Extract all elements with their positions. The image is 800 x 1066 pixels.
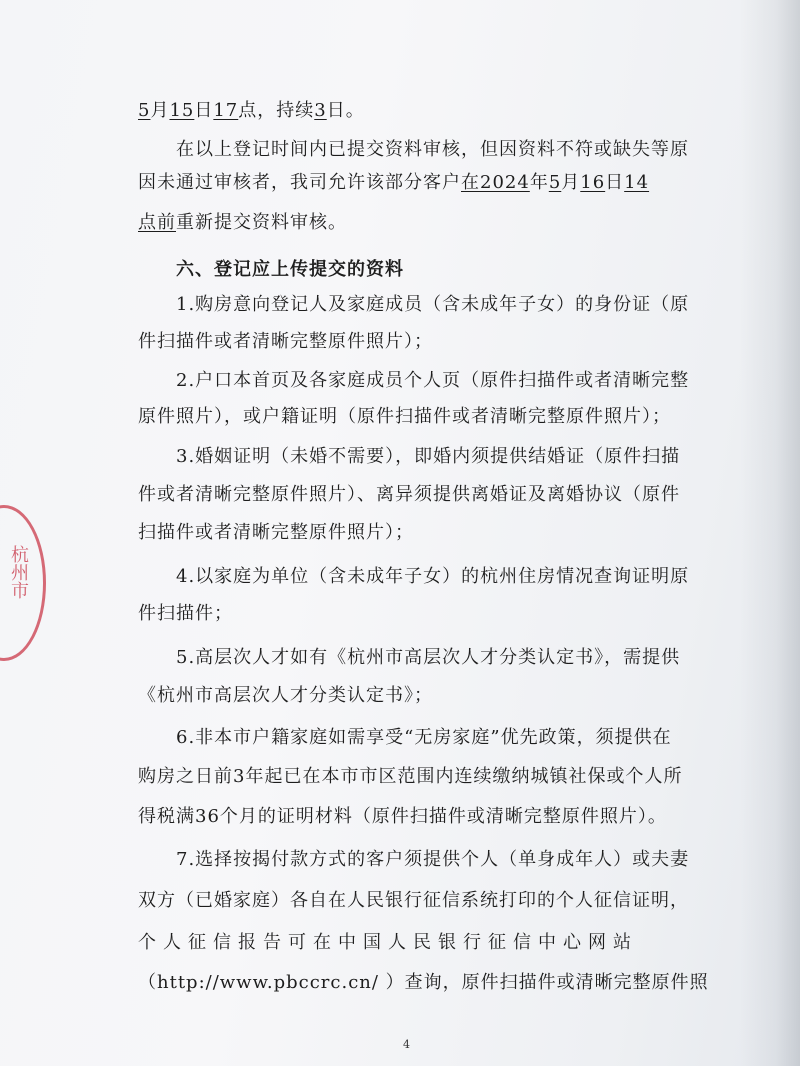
page-number: 4 bbox=[403, 1038, 410, 1051]
item-7-line3: 个人征信报告可在中国人民银行征信中心网站 bbox=[138, 932, 638, 953]
line-date-continuation: 5月15日17点，持续3日。 bbox=[138, 100, 365, 121]
item-3-line1: 3.婚姻证明（未婚不需要），即婚内须提供结婚证（原件扫描 bbox=[176, 446, 681, 467]
paragraph-resubmit-line1: 在以上登记时间内已提交资料审核，但因资料不符或缺失等原 bbox=[176, 139, 689, 160]
item-2-line2: 原件照片），或户籍证明（原件扫描件或者清晰完整原件照片）； bbox=[138, 406, 671, 427]
paragraph-resubmit-line2: 因未通过审核者，我司允许该部分客户在2024年5月16日14 bbox=[138, 172, 650, 193]
item-4-line2: 件扫描件； bbox=[138, 603, 233, 624]
item-5-line1: 5.高层次人才如有《杭州市高层次人才分类认定书》，需提供 bbox=[176, 647, 681, 668]
paragraph-resubmit-line3: 点前重新提交资料审核。 bbox=[138, 212, 347, 233]
item-6-line1: 6.非本市户籍家庭如需享受“无房家庭”优先政策，须提供在 bbox=[176, 727, 672, 748]
item-7-line4: （http://www.pbccrc.cn/ ）查询，原件扫描件或清晰完整原件照 bbox=[138, 972, 709, 993]
item-3-line2: 件或者清晰完整原件照片）、离异须提供离婚证及离婚协议（原件 bbox=[138, 484, 680, 505]
item-5-line2: 《杭州市高层次人才分类认定书》； bbox=[138, 685, 433, 706]
item-1-line1: 1.购房意向登记人及家庭成员（含未成年子女）的身份证（原 bbox=[176, 294, 690, 315]
item-6-line3: 得税满36个月的证明材料（原件扫描件或清晰完整原件照片）。 bbox=[138, 806, 667, 827]
section-heading: 六、登记应上传提交的资料 bbox=[176, 259, 404, 280]
item-7-line2: 双方（已婚家庭）各自在人民银行征信系统打印的个人征信证明， bbox=[138, 890, 689, 911]
item-7-line1: 7.选择按揭付款方式的客户须提供个人（单身成年人）或夫妻 bbox=[176, 849, 690, 870]
item-4-line1: 4.以家庭为单位（含未成年子女）的杭州住房情况查询证明原 bbox=[176, 566, 690, 587]
page-edge-shadow bbox=[740, 0, 800, 1066]
seal-text: 杭州市 bbox=[8, 545, 29, 599]
item-6-line2: 购房之日前3年起已在本市市区范围内连续缴纳城镇社保或个人所 bbox=[138, 766, 683, 787]
item-3-line3: 扫描件或者清晰完整原件照片）； bbox=[138, 522, 414, 543]
item-1-line2: 件扫描件或者清晰完整原件照片）； bbox=[138, 331, 433, 352]
item-2-line1: 2.户口本首页及各家庭成员个人页（原件扫描件或者清晰完整 bbox=[176, 370, 690, 391]
